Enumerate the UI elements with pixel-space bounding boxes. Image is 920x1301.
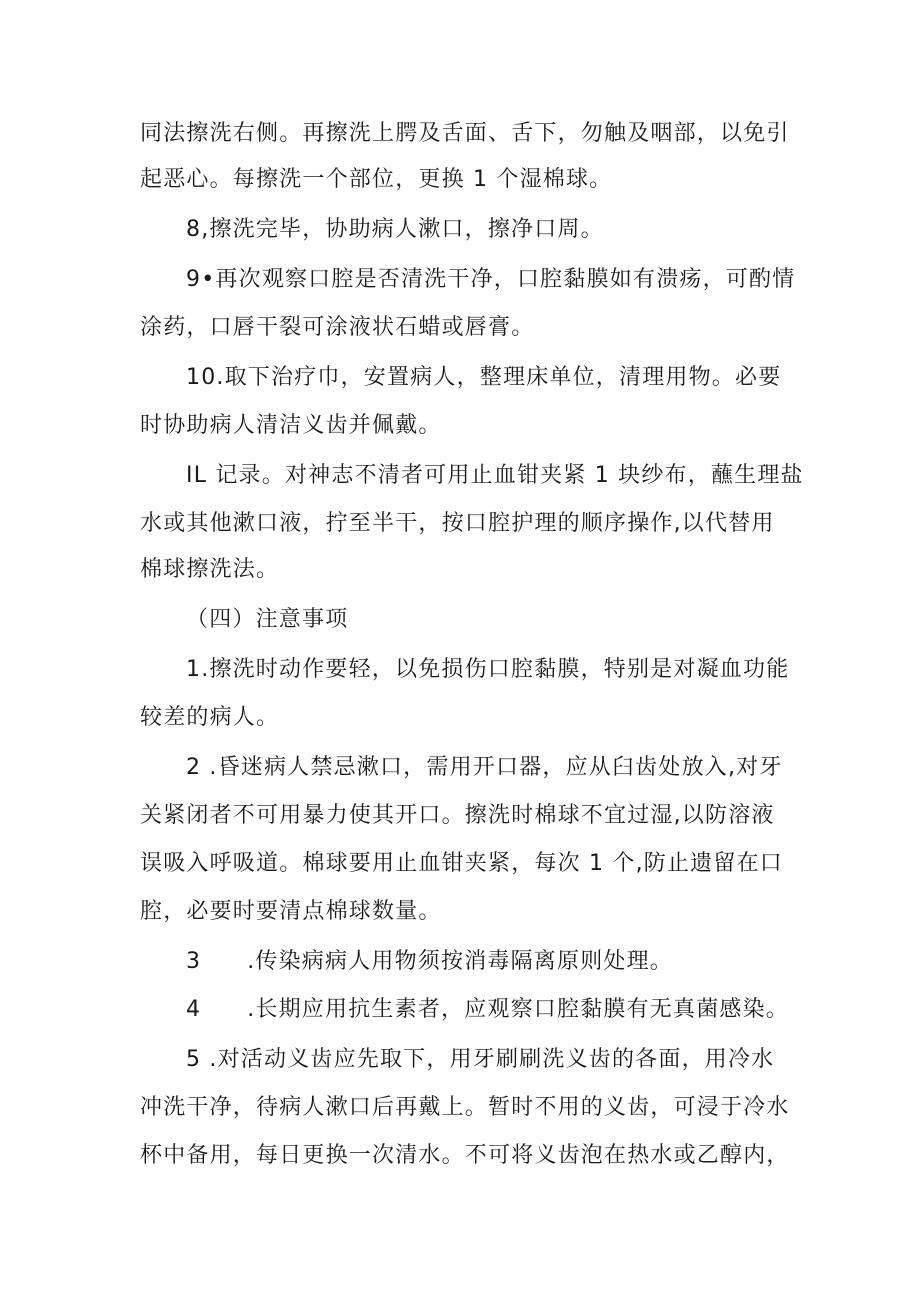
note-1: 1.擦洗时动作要轻，以免损伤口腔黏膜，特别是对凝血功能	[186, 657, 790, 682]
note-3-number: 3	[186, 949, 202, 974]
step-10: 10.取下治疗巾，安置病人，整理床单位，清理用物。必要	[186, 365, 782, 390]
note-3	[186, 944, 800, 980]
note-5: 5 .对活动义齿应先取下，用牙刷刷洗义齿的各面，用冷水	[186, 1047, 775, 1072]
note-4-number: 4	[186, 997, 202, 1022]
step-9: 9•再次观察口腔是否清洗干净，口腔黏膜如有溃疡，可酌情	[186, 267, 796, 292]
text-line-17: 腔，必要时要清点棉球数量。	[140, 899, 442, 924]
step-11: IL 记录。对神志不清者可用止血钳夹紧 1 块纱布，蘸生理盐	[186, 463, 804, 488]
text-line-22: 杯中备用，每日更换一次清水。不可将义齿泡在热水或乙醇内，	[140, 1143, 790, 1168]
text-line-16: 误吸入呼吸道。棉球要用止血钳夹紧，每次 1 个,防止遗留在口	[140, 851, 783, 876]
text-line-7: 时协助病人清洁义齿并佩戴。	[140, 413, 442, 438]
text-line-21: 冲洗干净，待病人漱口后再戴上。暂时不用的义齿，可浸于冷水	[140, 1095, 790, 1120]
text-line-1: 同法擦洗右侧。再擦洗上腭及舌面、舌下，勿触及咽部，以免引	[140, 121, 790, 146]
note-4-text: .长期应用抗生素者，应观察口腔黏膜有无真菌感染。	[247, 997, 789, 1022]
text-line-15: 关紧闭者不可用暴力使其开口。擦洗时棉球不宜过湿,以防溶液	[140, 803, 775, 828]
text-line-9: 水或其他漱口液，拧至半干，按口腔护理的顺序操作,以代替用	[140, 511, 775, 536]
text-line-2: 起恶心。每擦洗一个部位，更换 1 个湿棉球。	[140, 167, 613, 192]
text-line-13: 较差的病人。	[140, 705, 280, 730]
section-heading: （四）注意事项	[186, 607, 349, 632]
text-line-10: 棉球擦洗法。	[140, 557, 280, 582]
note-2: 2 .昏迷病人禁忌漱口，需用开口器，应从臼齿处放入,对牙	[186, 755, 783, 780]
text-line-5: 涂药，口唇干裂可涂液状石蜡或唇膏。	[140, 315, 535, 340]
step-8: 8,擦洗完毕，协助病人漱口，擦净口周。	[186, 217, 604, 242]
note-3-text: .传染病病人用物须按消毒隔离原则处理。	[247, 949, 673, 974]
note-4	[186, 992, 800, 1028]
